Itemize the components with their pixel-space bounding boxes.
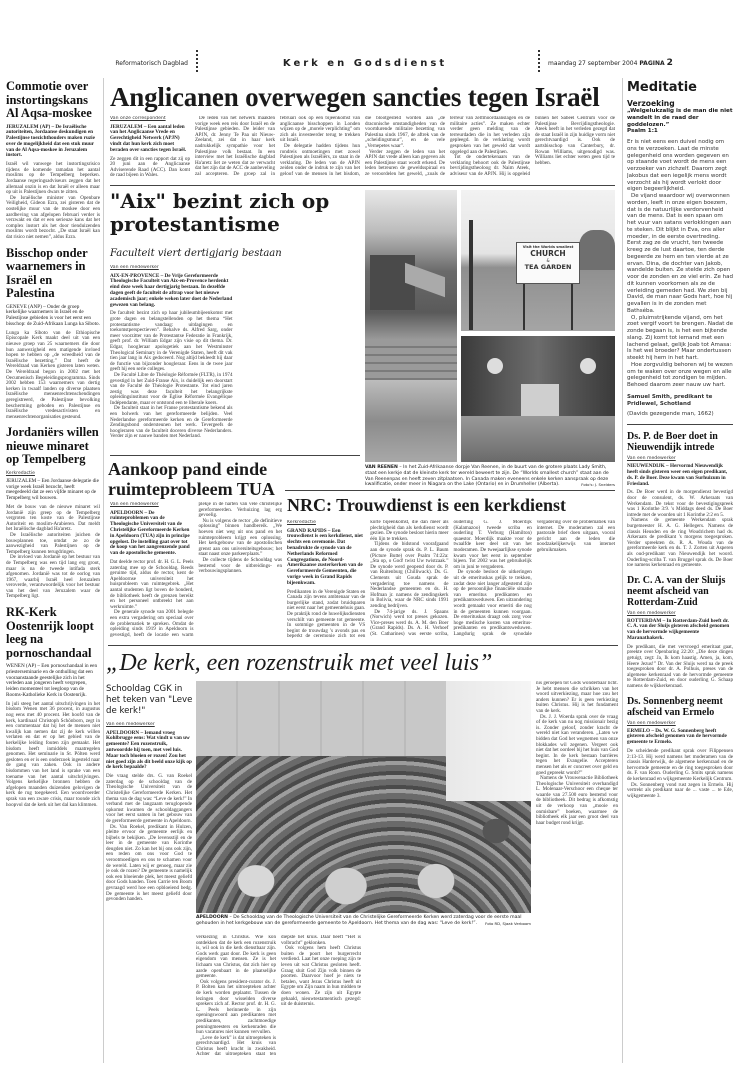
article-lead: NIEUWENDIJK – Hervormd Nieuwendijk heeft sinds gisteren weer een eigen predikant, ds. P. de Boer. Deze kwam van Surhuizum in Friesland. xyxy=(627,463,728,487)
headline-nrc: NRC: Trouwdienst is een kerkdienst xyxy=(287,495,567,515)
right-column xyxy=(627,80,733,1063)
caption-lead: APELDOORN xyxy=(196,915,228,920)
article-lead: JERUZALEM – Een aantal leden van het Anglicaanse Vrede en Gerechtigheid Netwerk (APJN) vindt dat hun kerk zich moet beraden over sancties tegen Israël. xyxy=(110,123,187,153)
article-lead: JERUZALEM – Een Jordaanse delegatie die vorige week Israël bezocht, heeft meegedeeld dat ze een vijfde minaret op de Tempelberg wil bouwen. xyxy=(6,477,99,502)
paragraph: Tot de ondertekenaars van de verklaring behoort ook de Palestijnse bevrijdingstheoloog dr. Naim Ateek, adviseur van de APJN. Hij is opgeleid binnen het Sabeel Centrum voor de Palestijnse Bevrijdingstheologie. Ateek heeft in het verleden gezegd dat de staat Israël in zijn huidige vorm niet gerechtvaardigd is. Ook de aartsbisschop van Canterbury, dr. Rowan Williams, uitgenodigd was. Williams liet echter weten geen tijd te hebben. xyxy=(450,116,615,177)
header-divider xyxy=(538,50,540,72)
article-lead: APELDOORN – De ruimteproblemen van de Theologische Universiteit van de Christelijke Gereformeerde Kerken in Apeldoorn (TUA) zijn in principe opgelost. De instelling gaat over tot de koop van het aangrenzende pand van de apostolische gemeente. xyxy=(110,509,190,557)
byline: Van een medewerker xyxy=(627,720,676,726)
article-lead: GENEVE (ANP) – Onder de groep kerkelijke waarnemers in Israël en de Palestijnse gebieden is voor het eerst een bisschop: de Zuid-Afrikaan Lunga ka Siboto. xyxy=(6,303,100,327)
article-rk-kerk xyxy=(6,606,100,808)
page-number: 2 xyxy=(666,58,673,68)
paragraph: De vijand waardoor wij overwonnen worden, leeft in onze eigen boezem, dat is de natuurlijke verdorvenheid van de mens. Dat is een spaan om het vuur van satans verlokkingen aan te steken. Dit blijkt in Eva, ons aller moeder, in de eerste overtreding. Eerst zag ze de vrucht, ten tweede kreeg ze de lust daartoe, ten derde begeerde ze hem en ten vierde at ze ervan. Dina, de dochter van Jakob, wandelde buiten. Ze stelde zich open voor de zonden en ze viel erin. Ze had dit kunnen voorkomen als ze de verleiding gemeden had. We zien bij David, de man naar Gods hart, hoe hij gevallen is in de zonden met Bathséba. xyxy=(627,193,733,314)
article-commotie xyxy=(6,80,100,241)
paragraph: De generale synode van 2001 belegde een extra vergadering om speciaal over de problematiek te spreken. Omdat de opleiding sinds 1919 in Apeldoorn is gevestigd, heeft de locatie een warm plekje in de harten van vele christelijke gereformeerden. Verhuizing lag erg gevoelig. xyxy=(110,502,282,638)
column-divider xyxy=(622,78,623,1063)
paragraph: Nu is volgens de rector „de definitieve oplossing” binnen handbereik. „We hoeven niet weg uit ons pand en het ruimteprobleem krijgt een oplossing. Het kerkgebouw van de apostolischen grenst aan ons universiteitsgebouw; het staat naast onze parkeerplaats.” xyxy=(198,517,282,558)
article-lead: GRAND RAPIDS – Een trouwdienst is een kerkdienst, niet slechts een ceremonie. Dat benadrukte de synode van de Netherlands Reformed Congregations, de Noord-Amerikaanse zusterkerken van de Gereformeerde Gemeenten, die vorige week in Grand Rapids bijeenkwam. xyxy=(287,527,363,586)
article-lead: ROTTERDAM – In Rotterdam-Zuid heeft dr. C. A. van der Sluijs gisteren afscheid genomen van de hervormde wijkgemeente Maranathakerk. xyxy=(627,617,730,642)
paragraph: Tijdens de bidstond voorafgaand aan de synode sprak ds. P. L. Baum (Picture Butte) over Psalm 74:22a: „Sta op, o God! twist Uw twistzaak.” De synode werd geopend door ds. P. van Ruitenburg (Chilliwack). Ds. G. Clements uit Gouda sprak de vergadering toe namens de Nederlandse gemeenten en ds. H. Hofman jr. namens de zendingskerk in Bolivia, waar de NRC sinds 1991 zending bedrijven. xyxy=(370,541,449,609)
left-column xyxy=(6,78,100,1063)
paragraph: Dat deelde rector prof. dr. H. G. L. Peels zaterdag mee op de Schooldag. Reeds geruime tijd, aldus de rector, kent de Apeldoornse universiteit het huisprobleem van ruimtegebrek. „Het aantal studenten ligt boven de honderd, de bibliotheek heeft de grenzen bereikt en het personeel ontbreekt het aan werkruimte.” xyxy=(110,558,194,610)
article-nrc-body xyxy=(287,520,615,640)
article-rozenstruik-bottom xyxy=(196,935,531,1062)
paragraph: Verder zeggen de leden van het APJN dat vrede alleen kan gegeven als een Palestijnse staat wordt erkend. De leden betreuren de geweldsspiraal en ze veroordelen het geweld, „zoals de terreur van zelfmoordaanslagen en de militaire acties”. Ze maken echter verder geen melding van de terreurdaden die in het verleden zijn gepleegd. In de verklaring wordt gesproken van het geweld dat wordt opgelegd aan de Palestijnen. xyxy=(365,116,530,177)
paragraph: De collecte tijdens de Schooldag was bestemd voor de uitbreidings- en verbouwingsplannen. xyxy=(198,556,282,575)
photo-church-exterior xyxy=(365,190,457,462)
article-lead: APELDOORN – Iemand vroeg Kohlbrugge eens: Wat vindt u van uw gemeente? Een rozenstruik, antwoordde hij toen, met veel luis. Maar toch bloeien er rozen! Zou het niet goed zijn als dit beeld onze kijk op de kerk bepaalde? xyxy=(106,729,192,771)
paragraph: nis geroepen tot Gods wonderbaar licht. Je hebt mensen die schrikken van het woord uitverkiezing, maar hoe zou het anders kunnen? Er is geen verkiezing buiten Christus. Hij is het fundament van de kerk. xyxy=(536,681,618,714)
article-lead: AIX-EN-PROVENCE – De Vrije Gereformeerde Theologische Faculteit van Aix-en-Provence herdenkt eind deze week haar dertigjarig bestaan. In dezelfde dagen geeft de faculteit de aftrap voor het nieuwe academisch jaar; enkele weken later doet de Nederland gewezen van belang. xyxy=(110,272,233,308)
sign-text: TEA GARDEN xyxy=(524,263,572,271)
byline: Van een medewerker xyxy=(627,610,676,616)
article-aankoop-body xyxy=(110,502,282,643)
header-divider xyxy=(196,50,198,72)
byline: Kerkredactie xyxy=(6,470,35,476)
article-de-boer xyxy=(627,431,733,569)
meditatie-title: Verzoeking xyxy=(627,99,675,108)
paragraph: Israël wil vanwege het instortingsrisico tijdens de komende ramadan het aantal moslims op de Tempelberg beperken. Jordaanse regeringsadviseurs zeggen dat het allemaal onzin is en dat Israël er alleen maar op uit is Palestijnen dwars te zitten. xyxy=(6,161,100,196)
section-title: Kerk en Godsdienst xyxy=(282,57,448,69)
headline: Jordaniërs willen nieuwe minaret op Tempelberg xyxy=(6,425,99,467)
paragraph: De invloed van Jordanië op het bestuur van de Tempelberg was een tijd lang erg groot, maar is na de tweede intifada sterk afgenomen. Jordanië was tot de oorlog van 1967, waarbij Israël heel Jeruzalem veroverde, verantwoordelijk voor het bestuur van het deel van Jeruzalem waar de Tempelberg ligt. xyxy=(6,554,100,600)
paragraph: „Leve de kerk” is dat uitroepteken is gerechtvaardigd. Het kruis van Christus heeft kracht in zwakheid. Achter dat uitroepteken staat ten diepste het kruis. Daar heeft “Het is volbracht” geklonken. xyxy=(196,935,361,1058)
paragraph: Ds. De Boer werd in de morgendienst bevestigd door de consulent, ds. W. Arkeraats van Werkendam. De tekst voor de bevestigingspreek was 1 Korinthe 3:9. 's Middags deed ds. De Boer intrede met de woorden uit 1 Korinthe 2:2 en 5. xyxy=(627,489,733,518)
issue-date: maandag 27 september 2004 xyxy=(548,59,638,67)
paragraph: De faculteit staat in het Franse protestantisme bekend als een bolwerk van het gereformeerde belijden. Veel Nederlandse gereformeerde kerken en de Gereformeerde Zendingsbond ondersteunen het werk. Tevergeefs de hoogleraren van de faculteit doceren diverse Nederlanders. Verder zijn er nauwe banden met Nederland. xyxy=(110,405,233,440)
header-date-page xyxy=(548,52,733,74)
church-sign xyxy=(516,242,580,284)
paragraph: Ze zeggen dit in een rapport dat zij op 20 juni aan de Anglicaanse Adviserende Raad (ACC). Dan komt de raad bijeen in Wales. xyxy=(110,155,190,179)
headline-aix: "Aix" bezint zich op protestantisme xyxy=(110,189,330,236)
caption-lead: VAN REENEN xyxy=(365,465,398,470)
paragraph: Ds. J. J. Woerda sprak over de vraag of de kerk van nu nog missionair bezig is. Zonder geloof, zonder kracht de wereld niet kan veranderen. „Laten we bidden dat God het wegnemen van onze blokkades wil zegenen. Vergeet ook niet dat het oordeel bij het huis van God begint. In de kerk bestaan barrières tegen het Evangelie. Accepteren mensen het als er concreet over geld en goed gepreekt wordt?” xyxy=(536,713,618,776)
paragraph: Ook volgens president-curator ds. J. P. Bolten kan het uitroepteken achter de kerk worden geplaatst. Tussen de lezingen door wisselden diverse sprekers zich af. Rector prof. dr. H. G. L. Peels herinnerde in zijn openingswoord aan predikanten met predikanten, zachtmoedige penningmeesters en kerkenraden die hun vacatures niet kunnen vervullen. xyxy=(196,978,276,1036)
headline: Bisschop onder waarnemers in Israël en Palestina xyxy=(6,245,88,301)
headline-anglicanen: Anglicanen overwegen sancties tegen Israël xyxy=(110,82,600,112)
section-rule xyxy=(285,490,615,491)
meditatie xyxy=(627,80,733,418)
page-label: PAGINA xyxy=(639,59,665,67)
section-rule xyxy=(110,455,360,456)
photo-smallest-church-sign xyxy=(461,190,615,331)
article-lead: WENEN (AP) – Een pornoschandaal in een priesterseminarie en de onthulling dat een vooraanstaande geestelijke zich in het verleden aan jongeren heeft vergrepen, leiden momenteel tot leegloop van de Rooms-Katholieke Kerk in Oostenrijk. xyxy=(6,663,98,699)
photo-schooldag-audience xyxy=(196,681,531,913)
paragraph: Ds. Van Roekel, predikant in Hulzen, pleitte ervoor de gemeente eerlijk en bijbels te bekijken. „De levensstijl en de leer in de gemeente van Korinthe deugden niet. Zo kan het bij ons ook zijn, een reden om ons voor God te verootmoedigen en ons te schamen voor de wereld. Laten wij er genoeg, maar zie je ook de rozen? De gemeente is namelijk ook een bloeiende plek, het meest geliefd door Gods handen. Toen Carrie ten Boom gevraagd werd hoe een opbloeiend bedg. De gemeente is het meest geliefd door gevonden handen. xyxy=(106,823,192,903)
section-rule xyxy=(110,185,615,186)
paragraph: Namens de Vrouwenactie Bibliotheek Theologische Universiteit overhandigd L. Molenaar-Verschoor een cheque ter waarde van 27.500 euro bestemd voor de bibliotheek. Dit bedrag is afkomstig uit de verkoop van „mooie en onmisbare” boeken, waarmee de bibliotheek elk jaar een groot deel van haar budget rond krijgt. xyxy=(536,775,618,826)
article-lead: ERMELO – Ds. W. G. Sonnenberg heeft gisteren afscheid genomen van de hervormde gemeente te Ermelo. xyxy=(627,727,727,746)
paragraph: De predikant, die met vervroegd emeritaat gaat, preekte over Openbaring 22:20: „Die deze dingen getuigt, zegt: Ja, Ik kom haastig. Amen, ja, kom, Heere Jezus!” Dr. Van der Sluijs werd na de preek toegesproken door dr. A. Polhuis, preses van de algemene kerkenraad van de hervormde gemeente te Rotterdam-Zuid, en door ouderling G. Schaap namens de wijkkerkenraad. xyxy=(627,643,733,690)
meditatie-source: (Davids gezegende man, 1662) xyxy=(627,411,714,418)
paragraph: In juli steeg het aantal uitschrijvingen in het bisdom Wenen met 36 procent, in augustus nog eens met 40 procent. Het hoofd van de kerk, kardinaal Christoph Schönborn, zegt in een commentaar dat hij het de mensen niet kwalijk kan nemen dat zij de kerk willen verlaten en dat er op het gebied van de kerkelijke leiding fouten zijn gemaakt. Het bisdom heeft inmiddels maatregelen genomen. Het seminarie in St. Pölten werd gesloten en er is een onderzoek ingesteld naar de gang van zaken. Ook in andere bisdommen van het land is sprake van een toename van het aantal uitschrijvingen. Volgens kerkelijke bronnen hebben de afgelopen maanden duizenden gelovigen de kerk de rug toegekeerd. Een woordvoerder sprak van een zware crisis, maar toonde zich hoopvol dat de kerk uit het dal kan klimmen. xyxy=(6,700,100,808)
headline: Dr. C. A. van der Sluijs neemt afscheid van Rotterdam-Zuid xyxy=(627,574,726,608)
byline: Van onze correspondent xyxy=(110,116,166,121)
paragraph: Lunga ka Siboto van de Ethiopische Episcopale Kerk maakt deel uit van een nieuwe groep van 25 waarnemers die door hun aanwezigheid een matigende invloed hopen te hebben op „de wreedheid van de Israëlische bezetting.” Dat heeft de Wereldraad van Kerken gisteren laten weten. De Wereldraad begon in 2002 met het Oecumenisch Begeleidingsprogramma. Sinds 2002 hebben 153 waarnemers van dertig kerken in twaalf landen op diverse plaatsen Israëlische mensenrechtenschendingen geregistreerd, de Palestijnse bevolking bescherming geboden en Palestijnse en Israëlische vredesactivisten en mensenrechtenorganisaties gesteund. xyxy=(6,329,100,420)
article-rozenstruik-right xyxy=(536,681,618,1062)
article-bisschop xyxy=(6,247,100,421)
article-rozenstruik-left xyxy=(106,722,192,1062)
paper-name: Reformatorisch Dagblad xyxy=(115,59,188,67)
paragraph: Met de bouw van de nieuwe minaret wil Jordanië zijn greep op de Tempelberg vergroten ten koste van de Palestijnse Autoriteit en moslim-Arabieren. Dat meldt het Israëlische dagblad Ha'aretz. xyxy=(6,503,100,533)
paragraph: De faculteit bezint zich op haar jubileumbijeenkomst met grote dagen en belangstellenden op het thema “Het protestantisme vandaag: uitdagingen en toekomstperspectieven”. Behalve ds. Alfred Sarg, onder meer voorzitter van de Protestantse Federatie in Frankrijk, geeft prof. dr. William Edgar zijn visie op dit thema. Dr. Edgar, hoogleraar apologetiek aan het Westminster Theological Seminary in de Verenigde Staten, heeft dit vak tien jaar lang in Aix gedoceerd. Nog altijd bekleedt hij daar de functie van bijzonder hoogleraar. Eens in de twee jaar geeft hij een serie colleges. xyxy=(110,310,233,373)
article-van-der-sluijs xyxy=(627,575,733,690)
paragraph: De scheidende predikant sprak over Filippensen 2:13-13. Hij werd namens het moderamen van de classis Harderwijk, de algemene kerkenraad en de hervormde gemeente en de ring toegesproken door ds. F. van Roon. Ouderling G. Smits sprak namens de kerkenraad en wijkgemeente Kerkelijk Centrum. xyxy=(627,748,733,782)
paragraph: Predikanten in de Verenigde Staten en Canada zijn tevens ambtenaar van de burgerlijke stand, zodat bruidsparen niet eerst naar het gemeentehuis gaan. De praktijk rond de huwelijksdiensten verschilt van gemeente tot gemeente. In sommige gemeenten in de VS begint de trouwdag 's avonds pas en beperkt de ceremonie zich tot een korte bijeenkomst, die dan meer als plechtigheid dan als kerkdienst wordt gezien. De synode besloot hierin meer één lijn te trekken. xyxy=(287,520,449,640)
subtitle-aix: Faculteit viert dertigjarig bestaan xyxy=(110,248,282,259)
caption-text: – In het Zuid-Afrikaanse dorpje Van Reenen, in de buurt van de grotere plaats Lady Smith, staat een kerkje dat de kleinste kerk ter wereld beweert te zijn. De “Worlds smallest church” staat aan de Van Reenenpas en heeft zeven zitplaatsen. In Canada maken eveneens enkele kerken aanspraak op deze kwalificatie, onder meer in Niagara on the Lake (Ontario) en in Drumheller (Alberta). xyxy=(365,465,609,488)
photo-credit: Foto RD, Sjaak Verboom xyxy=(485,920,531,926)
paragraph: De leden van het netwerk maakten vorige week een reis door Israël en de Palestijnse gebieden. De leider van APJN, dr. Jenny Te Paa uit Nieuw-Zeeland, zei dat in haar kerk nadrukkelijk sympathie voor het Palestijnse volk bestaat. In een interview met het Israëlische dagblad Ha'aretz liet ze weten dat ze verwacht dat het zijn dat de ACC de aanbeveling zal accepteren. De groep zal in februari ook op een bijeenkomst van anglicaanse bisschoppen in Londen wijzen op de „morele verplichting” om zich als investeerder terug te trekken uit Israël. xyxy=(195,116,360,177)
paragraph: Die vraag stelde drs. G. van Roekel zaterdag op de schooldag van de Theologische Universiteit van de Christelijke Gereformeerde Kerken. Het thema van de dag was: “Leve de kerk!” In verband met de langzaam teruglopende opkomst kwamen de schooldaggangers voor het eerst samen in het gebouw van de gereformeerde gemeente in Apeldoorn. xyxy=(106,773,192,824)
byline: Van een medewerker xyxy=(106,722,155,727)
meditatie-ref: Psalm 1:1 xyxy=(627,128,658,135)
section-rule xyxy=(108,645,618,646)
headline: Ds. P. de Boer doet in Nieuwendijk intrede xyxy=(627,431,718,454)
headline-aankoop: Aankoop pand einde ruimteprobleem TUA xyxy=(108,459,275,499)
article-aix-body xyxy=(110,265,360,450)
article-lead: JERUZALEM (AP) – De Israëlische autoriteiten, Jordaanse deskundigen en Palestijnse toezichthouders maken ruzie over de mogelijkheid dat een stuk muur van de Al Aqsa-moskee in Jeruzalem instort. xyxy=(6,123,95,159)
article-sonnenberg xyxy=(627,696,733,800)
paragraph: De synode besloot de uitkeringen uit de emerituskas gelijk te trekken, zodat deze niet langer afgestemd zijn op de persoonlijke financiële situatie van emeritus predikanten en predikantsweduwen. Een uitzondering wordt gemaakt voor emeriti die nog in de gemeenten kunnen voorgaan. De emerituskas draagt ook zorg voor hoge medische kosten van emeritus-predikanten en predikantsweduwen. Langdurig sprak de synodale vergadering over de problematiek van internet. De moderamen zal een pastorale brief doen uitgaan, vooral gericht aan de leden die noodzakelijkerwijs van internet gebruikmaken. xyxy=(453,520,615,637)
paragraph: Hoe zorgvuldig behoren wij te wezen om te waken over onze wegen en alle gelegenheid tot zondigen te mijden. Behoed daarom zeer nauw uw hart. xyxy=(627,361,733,389)
subtitle-rozenstruik: Schooldag CGK in het teken van "Leve de kerk!" xyxy=(106,684,193,716)
headline: RK-Kerk Oostenrijk loopt leeg na pornoschandaal xyxy=(6,605,94,660)
paragraph: Ds. Sonnenberg vond rust zegen in Ermelo. Hij vertrekt als predikant naar de ... vaste ... te Ede, wijkgemeente 3. xyxy=(627,781,733,799)
paragraph: De delegatie hadden tijdens hun rondreis ontmoetingen met zowel Palestijnen als Israëliërs, zo staat in de verklaring. De leden van de APJN zeiden onder de indruk te zijn van het geloof van de mensen in het bisdom, die blootgesteld worden aan „de draconische omstandigheden van de voortdurende militaire bezetting van Palestina sinds 1967, de aftrek van de „scheidingsmuur”, en de vele „Vernepetes waar”. xyxy=(280,116,445,177)
headline: Commotie over instortingskans Al Aqsa-moskee xyxy=(6,79,92,120)
headline-rozenstruik: „De kerk, een rozenstruik met veel luis” xyxy=(106,650,493,676)
paragraph: De 74-jarige ds. J. Spaans (Norwich) werd tot preses gekozen. Vice-preses werd ds. A. M. den Boer (Grand Rapids). Ds. A. H. Verhoef (St. Catharines) was eerste scriba, ouderling G. J. Moerdijk (Kalamazoo) tweede scriba en ouderling T. Verburg (Hamilton) quaestor. Moerdijk maakte voor de twaalfde keer deel uit van het moderamen. De tweejaarlijkse synode kwam voor het eerst in september bijeen. Tot 2002 was het gebruikelijk om in juni te vergaderen. xyxy=(370,520,532,637)
byline: Kerkredactie xyxy=(287,520,316,525)
paragraph: Ook volgens hem heeft Christus buiten de poort het burgerrecht verdiend. Laat het onze roeping zijn te leven uit wat Christus gesloten heeft. Graag sluit God Zijn volk binnen de poorten. Daarvoor hoef je niets te betalen, want Jezus Christus heeft uit Egypte om Zijn naam in hun midden te doen wonen. Ze zijn uit Egypte gehaald, nieuwtestamentisch gezegd: uit de duisternis. xyxy=(281,945,361,1008)
column-divider xyxy=(103,78,104,1063)
photo-credit: Foto's: J. Snelders xyxy=(581,482,615,488)
sign-text: Visit the Worlds smallest xyxy=(522,245,574,249)
meditatie-quote: „Welgelukzalig is de man die niet wandelt in de raad der goddelozen.” xyxy=(627,108,733,128)
paragraph: Namens de gemeente Werkendam sprak burgemeester H. A. G. Hellegers. Namens de classis Heusden en de ring Woudrichem had ds. Arkeraats de predikant 's morgens toegesproken. Verder spreekten ds. R. A. Wouda van de gereformeerde kerk en ds. T. J. Zorten uit Asperen als oud-predikant van Nieuwendijk het woord. Ouderling-scriba T. van Bruggel sprak ds. De Boer toe namens kerkenraad en gemeente. xyxy=(627,517,733,569)
paragraph: verkiezing in Christus. Wie kon ontdekken dat de kerk een rozenstruik is, wil ook in die kerk dienstbaar zijn. Gods werk gaat door. De kerk is geen eigendom van mensen. Ze is het lichaam van Christus, dat zich hier op aarde openbaart in de plaatselijke gemeente. xyxy=(196,935,276,980)
paragraph: De Faculté Libre de Théologie Réformée (FLTR), in 1974 gevestigd in het Zuid-Franse Aix, is duidelijk een doorstart van de Faculté de Théologie Protestante. Tot eind jaren zestig was deze faculteit het belangrijkste opleidingsinstituut voor de Église Réformée Evangélique Indépendante, maar er ontstond een te liberale koers. xyxy=(110,371,233,406)
photo-church-interior xyxy=(461,336,615,462)
sign-text: & xyxy=(546,258,550,263)
sign-text: CHURCH xyxy=(530,249,566,258)
photo-caption-schooldag xyxy=(196,915,531,927)
byline: Van een medewerker xyxy=(627,456,676,462)
article-jordaniers xyxy=(6,426,100,600)
section-rule xyxy=(627,424,733,425)
byline: Van een medewerker xyxy=(110,265,159,270)
meditatie-author: Samuel Smith, predikant te Pridlewel, Schotland xyxy=(627,393,713,407)
paragraph: O, pluimstrijkende vijand, om het zoet vergif voort te brengen. Nadat de zonde begaan is, is het een bijtende slang. Zij komt tot iemand met een lachend gelaat, gelijk Joab tot Amasa: Is het wel broeder? Maar ondertussen steekt hij hem in het hart. xyxy=(627,314,733,362)
photo-caption-van-reenen xyxy=(365,465,615,488)
paragraph: De Israëlische autoriteiten juichen de bouwplannen toe, omdat ze zo de aanwezigheid van Palestijnen op de Tempelberg kunnen terugdringen. xyxy=(6,531,100,555)
paragraph: De Israëlische minister van Openbare Veiligheid, Gideon Ezra, zei gisteren dat de oostelijke muur van de moskee door een aardbeving van afgelopen februari verder is verzwakt en dat er een serieuze kans dat het complex instort als het door tienduizenden moslims wordt bezocht. „De staat Israël kan dat risico niet nemen”, aldus Ezra. xyxy=(6,194,100,240)
meditatie-section: Meditatie xyxy=(627,80,697,95)
article-anglicanen-body xyxy=(110,116,615,183)
headline: Ds. Sonnenberg neemt afscheid van Ermelo xyxy=(627,695,723,718)
paragraph: Er is niet eens een duivel nodig om ons te verzoeken. Laat de minste gelegenheid ons worden gegeven en op staande voet wordt de mens een verzoeker van zichzelf. Daarom zegt Jakobus dat een iegelijk mens wordt verzocht als hij wordt verlokt door eigen begeerlijkheid. xyxy=(627,139,729,193)
caption-text: – De Schooldag van de Theologische Universiteit van de Christelijke Gereformeerde Kerken werd zaterdag voor de eerste maal gehouden in het kerkgebouw van de gereformeerde gemeente te Apeldoorn. Het thema van de dag was: “Leve de kerk!”. xyxy=(196,915,522,926)
byline: Van een medewerker xyxy=(110,502,159,507)
